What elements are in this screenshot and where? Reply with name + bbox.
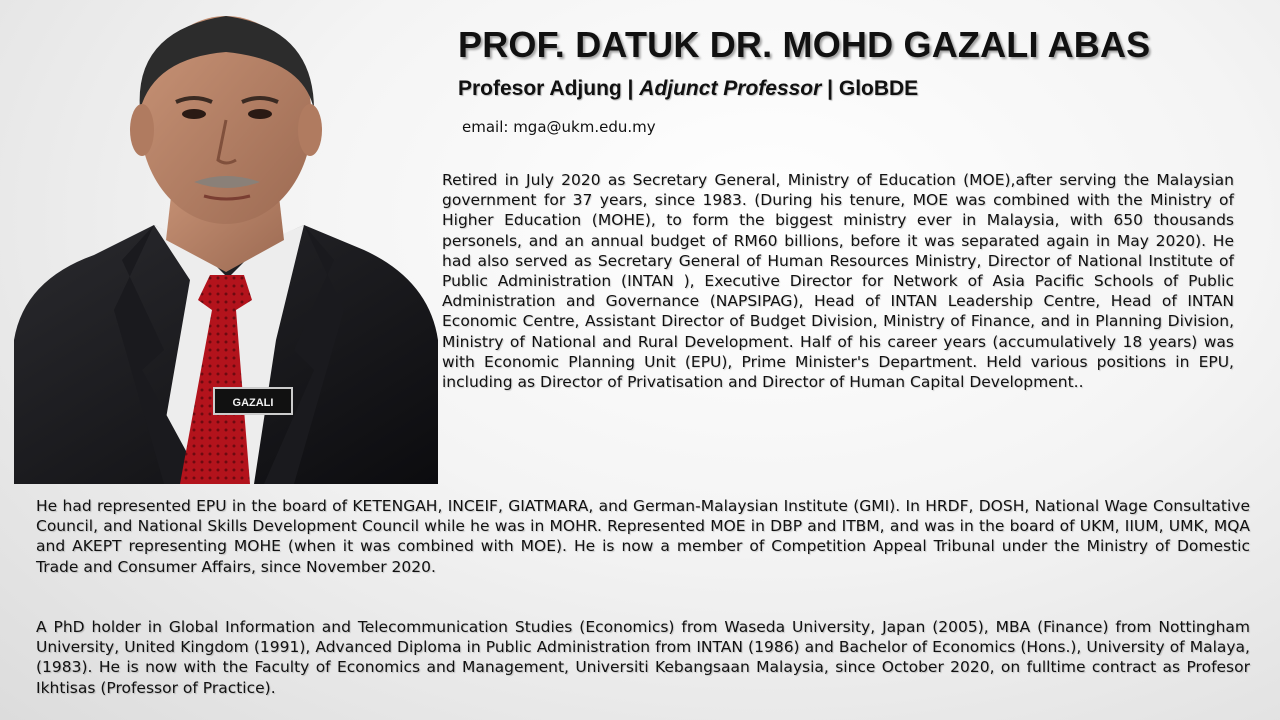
subtitle-unit: | GloBDE bbox=[821, 77, 919, 100]
name-tag-text: GAZALI bbox=[232, 397, 274, 409]
bio-paragraph-education: A PhD holder in Global Information and Telecommunication Studies (Economics) from Waseda University, Japan (2005), MBA (Finance) from Nottingham University, United Kingdom (1991), Advanced Diploma in Public Administration from INTAN (1986) and Bachelor of Economics (Hons.), University of Malaya, (1983). He is now with the Faculty of Economics and Management, Universiti Kebangsaan Malaysia, since October 2020, on fulltime contract as Profesor Ikhtisas (Professor of Practice). bbox=[36, 618, 1250, 697]
subtitle-english: Adjunct Professor bbox=[639, 77, 822, 100]
page-title: PROF. DATUK DR. MOHD GAZALI ABAS bbox=[458, 24, 1151, 65]
email-text: email: mga@ukm.edu.my bbox=[462, 118, 656, 136]
bio-paragraph-career: Retired in July 2020 as Secretary General, Ministry of Education (MOE),after serving the Malaysian government for 37 years, since 1983. (During his tenure, MOE was combined with the Ministry of Higher Education (MOHE), to form the biggest ministry ever in Malaysia, with 650 thousands personels, and an annual budget of RM60 billions, before it was separated again in May 2020). He had also served as Secretary General of Human Resources Ministry, Director of National Institute of Public Administration (INTAN ), Executive Director for Network of Asia Pacific Schools of Public Administration and Governance (NAPSIPAG), Head of INTAN Leadership Centre, Head of INTAN Economic Centre, Assistant Director of Budget Division, Ministry of Finance, and in Planning Division, Ministry of National and Rural Development. Half of his career years (accumulatively 18 years) was with Economic Planning Unit (EPU), Prime Minister's Department. Held various positions in EPU, including as Director of Privatisation and Director of Human Capital Development.. bbox=[442, 171, 1234, 392]
subtitle bbox=[458, 77, 918, 101]
subtitle-malay: Profesor Adjung | bbox=[458, 77, 640, 100]
portrait-photo bbox=[14, 10, 438, 484]
bio-paragraph-boards: He had represented EPU in the board of KETENGAH, INCEIF, GIATMARA, and German-Malaysian Institute (GMI). In HRDF, DOSH, National Wage Consultative Council, and National Skills Development Council while he was in MOHR. Represented MOE in DBP and ITBM, and was in the board of UKM, IIUM, UMK, MQA and AKEPT representing MOHE (when it was combined with MOE). He is now a member of Competition Appeal Tribunal under the Ministry of Domestic Trade and Consumer Affairs, since November 2020. bbox=[36, 497, 1250, 576]
